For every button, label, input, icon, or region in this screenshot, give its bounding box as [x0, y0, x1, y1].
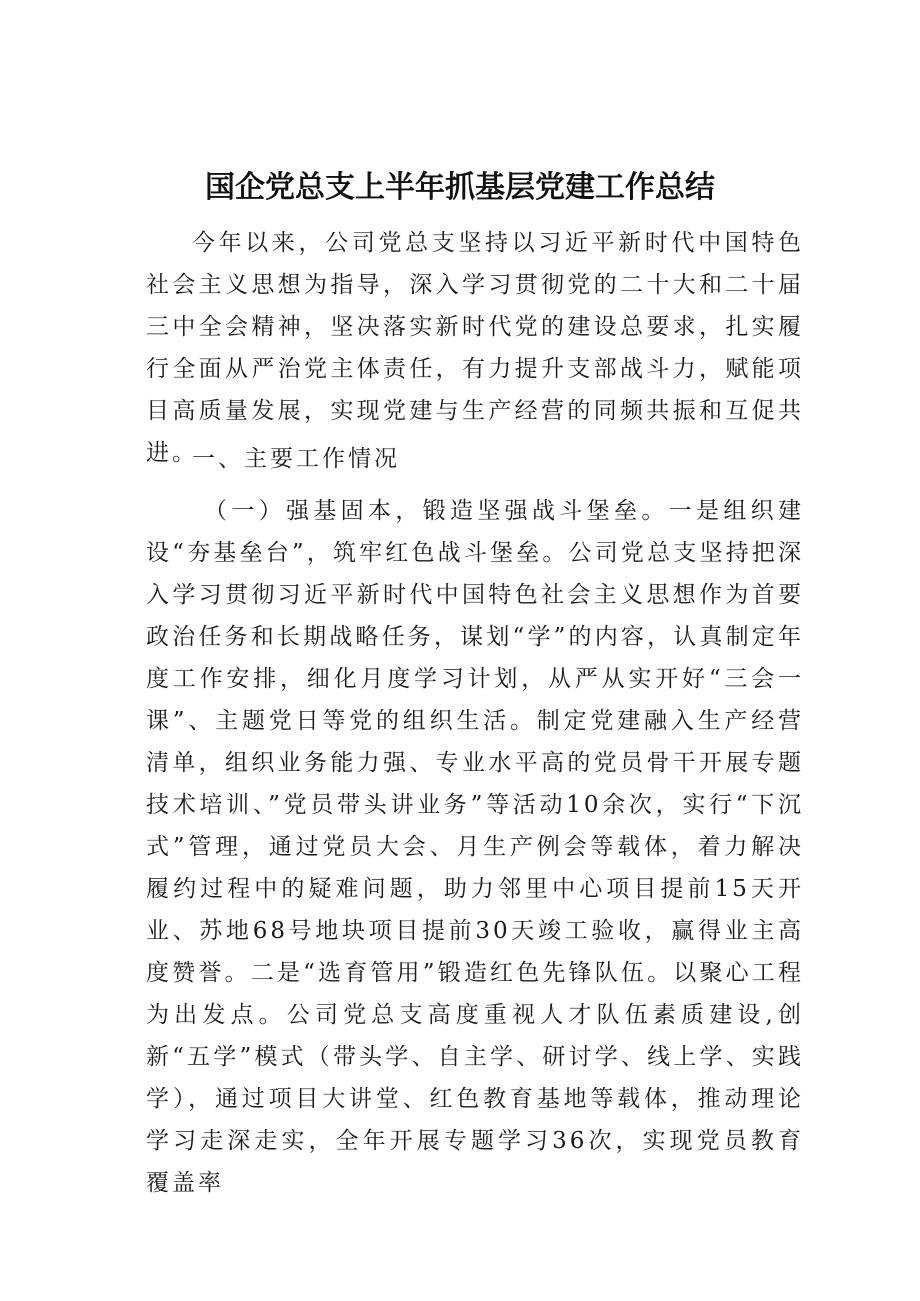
subsection-paragraph-block — [146, 490, 804, 1204]
subsection-paragraph: （一）强基固本，锻造坚强战斗堡垒。一是组织建设“夯基垒台”，筑牢红色战斗堡垒。公司党总支坚持把深入学习贯彻习近平新时代中国特色社会主义思想作为首要政治任务和长期战略任务，谋划“学”的内容，认真制定年度工作安排，细化月度学习计划，从严从实开好“三会一课”、主题党日等党的组织生活。制定党建融入生产经营清单，组织业务能力强、专业水平高的党员骨干开展专题技术培训、”党员带头讲业务”等活动10余次，实行“下沉式”管理，通过党员大会、月生产例会等载体，着力解决履约过程中的疑难问题，助力邻里中心项目提前15天开业、苏地68号地块项目提前30天竣工验收，赢得业主高度赞誉。二是“选育管用”锻造红色先锋队伍。以聚心工程为出发点。公司党总支高度重视人才队伍素质建设,创新“五学”模式（带头学、自主学、研讨学、线上学、实践学），通过项目大讲堂、红色教育基地等载体，推动理论学习走深走实，全年开展专题学习36次，实现党员教育覆盖率 — [146, 498, 804, 1196]
intro-paragraph: 今年以来，公司党总支坚持以习近平新时代中国特色社会主义思想为指导，深入学习贯彻党的二十大和二十届三中全会精神，坚决落实新时代党的建设总要求，扎实履行全面从严治党主体责任，有力提升支部战斗力，赋能项目高质量发展，实现党建与生产经营的同频共振和互促共进。 — [146, 230, 804, 466]
intro-paragraph-block — [146, 222, 804, 474]
section-heading: 一、主要工作情况 — [192, 446, 400, 472]
section-heading-block — [146, 438, 804, 480]
document-title: 国企党总支上半年抓基层党建工作总结 — [205, 170, 715, 205]
